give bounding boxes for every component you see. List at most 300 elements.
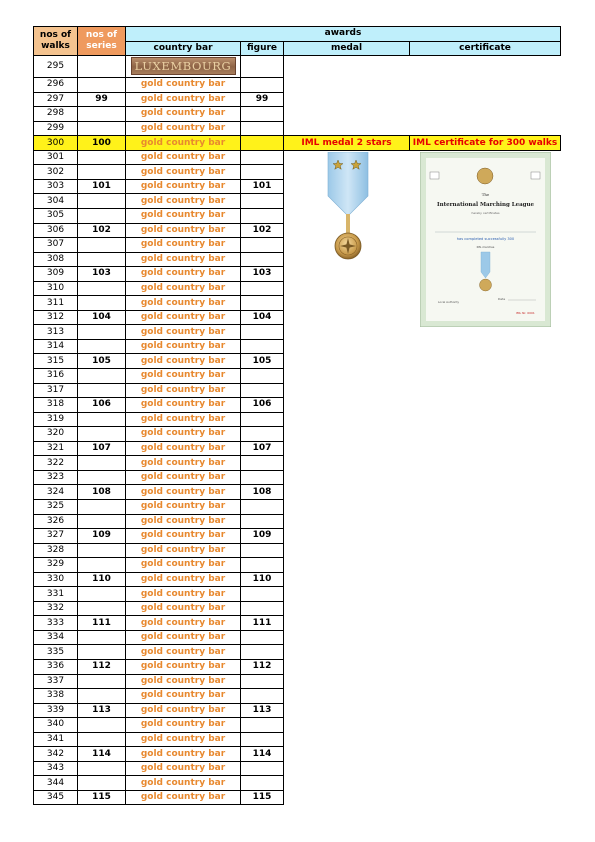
figure-cell [241,456,284,471]
country-bar-cell: gold country bar [126,92,241,107]
cert-number: IML Nr. 0001 [516,311,535,315]
walks-cell: 312 [34,310,78,325]
country-bar-cell: gold country bar [126,747,241,762]
country-bar-cell: gold country bar [126,543,241,558]
series-cell [78,296,126,311]
series-cell: 101 [78,179,126,194]
header-series-line2: series [86,41,117,52]
walks-awards-table [33,26,561,805]
country-bar-cell: gold country bar [126,470,241,485]
empty-cell [284,499,410,514]
series-cell [78,56,126,78]
country-bar-cell: gold country bar [126,485,241,500]
series-cell [78,339,126,354]
table-row [34,689,561,704]
cert-authority: Local Authority [438,300,460,304]
series-cell [78,776,126,791]
empty-cell [284,732,410,747]
empty-cell [284,572,410,587]
certificate-award-cell: IML certificate for 300 walks [410,136,561,151]
table-row [34,645,561,660]
empty-cell [410,776,561,791]
country-bar-cell: gold country bar [126,107,241,122]
figure-cell: 103 [241,267,284,282]
table-row [34,369,561,384]
figure-cell [241,107,284,122]
header-medal: medal [284,41,410,56]
walks-cell: 318 [34,398,78,413]
country-bar-cell: gold country bar [126,674,241,689]
figure-cell: 111 [241,616,284,631]
table-row [34,383,561,398]
empty-cell [284,761,410,776]
country-bar-cell: gold country bar [126,514,241,529]
empty-cell [410,485,561,500]
figure-cell [241,514,284,529]
country-bar-cell: gold country bar [126,150,241,165]
country-bar-cell: gold country bar [126,121,241,136]
table-row [34,718,561,733]
walks-cell: 295 [34,56,78,78]
country-bar-cell: gold country bar [126,310,241,325]
country-bar-cell: gold country bar [126,572,241,587]
table-row [34,441,561,456]
figure-cell: 110 [241,572,284,587]
country-bar-cell: gold country bar [126,732,241,747]
walks-cell: 341 [34,732,78,747]
table-row [34,412,561,427]
series-cell: 114 [78,747,126,762]
series-cell: 113 [78,703,126,718]
empty-cell [284,427,410,442]
empty-cell [410,674,561,689]
walks-cell: 300 [34,136,78,151]
walks-cell: 304 [34,194,78,209]
series-cell: 112 [78,659,126,674]
series-cell [78,427,126,442]
header-walks [34,27,78,56]
figure-cell [241,645,284,660]
empty-cell [410,92,561,107]
country-bar-cell: gold country bar [126,165,241,180]
empty-cell [284,441,410,456]
figure-cell [241,121,284,136]
walks-cell: 335 [34,645,78,660]
series-cell [78,383,126,398]
country-bar-cell: gold country bar [126,776,241,791]
figure-cell [241,558,284,573]
empty-cell [284,485,410,500]
figure-cell: 109 [241,529,284,544]
series-cell: 104 [78,310,126,325]
empty-cell [284,514,410,529]
empty-cell [284,412,410,427]
country-bar-cell: gold country bar [126,499,241,514]
empty-cell [410,121,561,136]
empty-cell [284,776,410,791]
empty-cell [284,310,410,325]
walks-cell: 345 [34,790,78,805]
walks-cell: 337 [34,674,78,689]
walks-cell: 308 [34,252,78,267]
table-row [34,499,561,514]
header-walks-line2: walks [41,41,70,52]
walks-cell: 338 [34,689,78,704]
country-bar-cell: gold country bar [126,252,241,267]
table-row [34,427,561,442]
header-awards: awards [126,27,561,42]
series-cell: 105 [78,354,126,369]
empty-cell [410,703,561,718]
country-bar-cell: gold country bar [126,398,241,413]
table-row [34,616,561,631]
figure-cell [241,339,284,354]
table-row [34,529,561,544]
series-cell [78,369,126,384]
cert-line: has completed successfully 300 [456,237,515,241]
table-row [34,92,561,107]
series-cell [78,238,126,253]
series-cell [78,514,126,529]
country-bar-cell: gold country bar [126,441,241,456]
empty-cell [410,732,561,747]
series-cell [78,674,126,689]
figure-cell [241,369,284,384]
figure-cell [241,252,284,267]
walks-cell: 334 [34,630,78,645]
empty-cell [410,56,561,78]
table-row [34,790,561,805]
empty-cell [410,383,561,398]
walks-cell: 320 [34,427,78,442]
figure-cell [241,427,284,442]
empty-cell [284,92,410,107]
empty-cell [284,398,410,413]
empty-cell [410,587,561,602]
country-bar-cell: gold country bar [126,761,241,776]
figure-cell [241,209,284,224]
figure-cell: 106 [241,398,284,413]
figure-cell [241,718,284,733]
country-bar-cell: gold country bar [126,383,241,398]
figure-cell [241,150,284,165]
empty-cell [284,325,410,340]
empty-cell [410,718,561,733]
walks-cell: 317 [34,383,78,398]
header-walks-line1: nos of [39,30,72,41]
empty-cell [410,601,561,616]
empty-cell [410,558,561,573]
table-row [34,107,561,122]
walks-cell: 296 [34,78,78,93]
table-row [34,601,561,616]
figure-cell: 104 [241,310,284,325]
series-cell: 107 [78,441,126,456]
walks-cell: 332 [34,601,78,616]
walks-cell: 344 [34,776,78,791]
country-bar-cell: gold country bar [126,689,241,704]
walks-cell: 305 [34,209,78,224]
empty-cell [410,369,561,384]
figure-cell: 114 [241,747,284,762]
figure-cell [241,325,284,340]
empty-cell [284,281,410,296]
empty-cell [284,107,410,122]
figure-cell: 107 [241,441,284,456]
country-bar-cell: gold country bar [126,194,241,209]
table-row [34,732,561,747]
country-bar-cell: gold country bar [126,267,241,282]
table-row [34,121,561,136]
empty-cell [284,616,410,631]
country-bar-cell: gold country bar [126,601,241,616]
table-row [34,78,561,93]
series-cell [78,107,126,122]
country-bar-cell: gold country bar [126,703,241,718]
empty-cell [410,441,561,456]
walks-cell: 306 [34,223,78,238]
table-row [34,354,561,369]
figure-cell [241,761,284,776]
table-row [34,587,561,602]
iml-medal-image [322,152,374,260]
empty-cell [284,718,410,733]
series-cell [78,78,126,93]
series-cell: 106 [78,398,126,413]
series-cell [78,499,126,514]
country-bar-cell: gold country bar [126,354,241,369]
table-row [34,325,561,340]
country-bar-cell: gold country bar [126,587,241,602]
walks-cell: 311 [34,296,78,311]
empty-cell [410,412,561,427]
series-cell [78,325,126,340]
cert-heading: The [481,192,490,197]
series-cell: 103 [78,267,126,282]
country-bar-cell: gold country bar [126,645,241,660]
walks-cell: 327 [34,529,78,544]
figure-cell: 101 [241,179,284,194]
figure-cell: 108 [241,485,284,500]
series-cell: 100 [78,136,126,151]
figure-cell [241,165,284,180]
figure-cell [241,194,284,209]
table-row [34,470,561,485]
country-bar-cell: gold country bar [126,339,241,354]
cert-date-label: Date [498,297,506,301]
series-cell: 99 [78,92,126,107]
walks-cell: 314 [34,339,78,354]
iml-certificate-image [420,152,551,327]
series-cell [78,194,126,209]
table-row [34,543,561,558]
country-bar-cell: gold country bar [126,325,241,340]
empty-cell [410,354,561,369]
series-cell [78,456,126,471]
series-cell: 102 [78,223,126,238]
series-cell: 115 [78,790,126,805]
empty-cell [410,689,561,704]
header-certificate: certificate [410,41,561,56]
empty-cell [410,790,561,805]
series-cell: 109 [78,529,126,544]
figure-cell [241,601,284,616]
walks-cell: 301 [34,150,78,165]
walks-cell: 324 [34,485,78,500]
figure-cell: 99 [241,92,284,107]
walks-cell: 315 [34,354,78,369]
country-bar-cell: gold country bar [126,179,241,194]
country-bar-cell: gold country bar [126,718,241,733]
empty-cell [284,645,410,660]
walks-cell: 303 [34,179,78,194]
walks-cell: 329 [34,558,78,573]
walks-cell: 339 [34,703,78,718]
table-row [34,136,561,151]
luxembourg-bar-image: LUXEMBOURG [131,57,236,75]
series-cell [78,543,126,558]
walks-cell: 323 [34,470,78,485]
empty-cell [410,514,561,529]
country-bar-cell: gold country bar [126,630,241,645]
table-row [34,747,561,762]
table-row [34,761,561,776]
walks-cell: 302 [34,165,78,180]
figure-cell [241,587,284,602]
figure-cell [241,78,284,93]
series-cell [78,630,126,645]
figure-cell: 115 [241,790,284,805]
country-bar-cell: gold country bar [126,223,241,238]
empty-cell [410,630,561,645]
series-cell [78,470,126,485]
country-bar-cell: gold country bar [126,78,241,93]
series-cell [78,558,126,573]
figure-cell [241,674,284,689]
walks-cell: 330 [34,572,78,587]
series-cell [78,121,126,136]
country-bar-cell: gold country bar [126,369,241,384]
empty-cell [284,267,410,282]
series-cell [78,689,126,704]
empty-cell [410,747,561,762]
empty-cell [284,296,410,311]
figure-cell: 105 [241,354,284,369]
figure-cell [241,499,284,514]
series-cell [78,150,126,165]
walks-cell: 343 [34,761,78,776]
figure-cell [241,136,284,151]
empty-cell [284,369,410,384]
figure-cell [241,689,284,704]
header-series [78,27,126,56]
empty-cell [410,339,561,354]
empty-cell [284,470,410,485]
table-row [34,485,561,500]
series-cell [78,761,126,776]
country-bar-cell: gold country bar [126,616,241,631]
country-bar-cell: gold country bar [126,456,241,471]
cert-subtitle: hereby certificates [471,211,500,215]
empty-cell [410,761,561,776]
empty-cell [284,747,410,762]
table-row [34,339,561,354]
table-row [34,674,561,689]
series-cell [78,252,126,267]
country-bar-cell: gold country bar [126,558,241,573]
series-cell: 108 [78,485,126,500]
empty-cell [284,543,410,558]
table-row [34,558,561,573]
empty-cell [410,616,561,631]
walks-cell: 298 [34,107,78,122]
series-cell [78,732,126,747]
table-row [34,514,561,529]
header-country-bar: country bar [126,41,241,56]
walks-cell: 297 [34,92,78,107]
series-cell [78,209,126,224]
walks-cell: 340 [34,718,78,733]
empty-cell [410,659,561,674]
country-bar-cell: gold country bar [126,136,241,151]
header-row-1 [34,27,561,42]
empty-cell [410,107,561,122]
empty-cell [410,529,561,544]
empty-cell [284,630,410,645]
table-row [34,398,561,413]
empty-cell [284,703,410,718]
walks-cell: 310 [34,281,78,296]
empty-cell [284,121,410,136]
country-bar-cell: gold country bar [126,238,241,253]
figure-cell [241,543,284,558]
country-bar-cell: gold country bar [126,281,241,296]
country-bar-cell [126,56,241,78]
empty-cell [284,558,410,573]
table-row [34,572,561,587]
figure-cell [241,56,284,78]
table-row [34,776,561,791]
walks-cell: 322 [34,456,78,471]
series-cell [78,601,126,616]
empty-cell [284,354,410,369]
walks-cell: 321 [34,441,78,456]
empty-cell [284,689,410,704]
figure-cell [241,470,284,485]
empty-cell [284,383,410,398]
figure-cell [241,630,284,645]
empty-cell [284,601,410,616]
empty-cell [284,56,410,78]
walks-cell: 299 [34,121,78,136]
empty-cell [410,78,561,93]
figure-cell [241,238,284,253]
walks-cell: 307 [34,238,78,253]
table-row [34,630,561,645]
empty-cell [410,427,561,442]
table-row [34,659,561,674]
empty-cell [284,339,410,354]
empty-cell [410,470,561,485]
walks-cell: 333 [34,616,78,631]
medal-award-cell: IML medal 2 stars [284,136,410,151]
empty-cell [284,674,410,689]
figure-cell: 102 [241,223,284,238]
empty-cell [284,587,410,602]
header-figure: figure [241,41,284,56]
country-bar-cell: gold country bar [126,659,241,674]
empty-cell [410,499,561,514]
